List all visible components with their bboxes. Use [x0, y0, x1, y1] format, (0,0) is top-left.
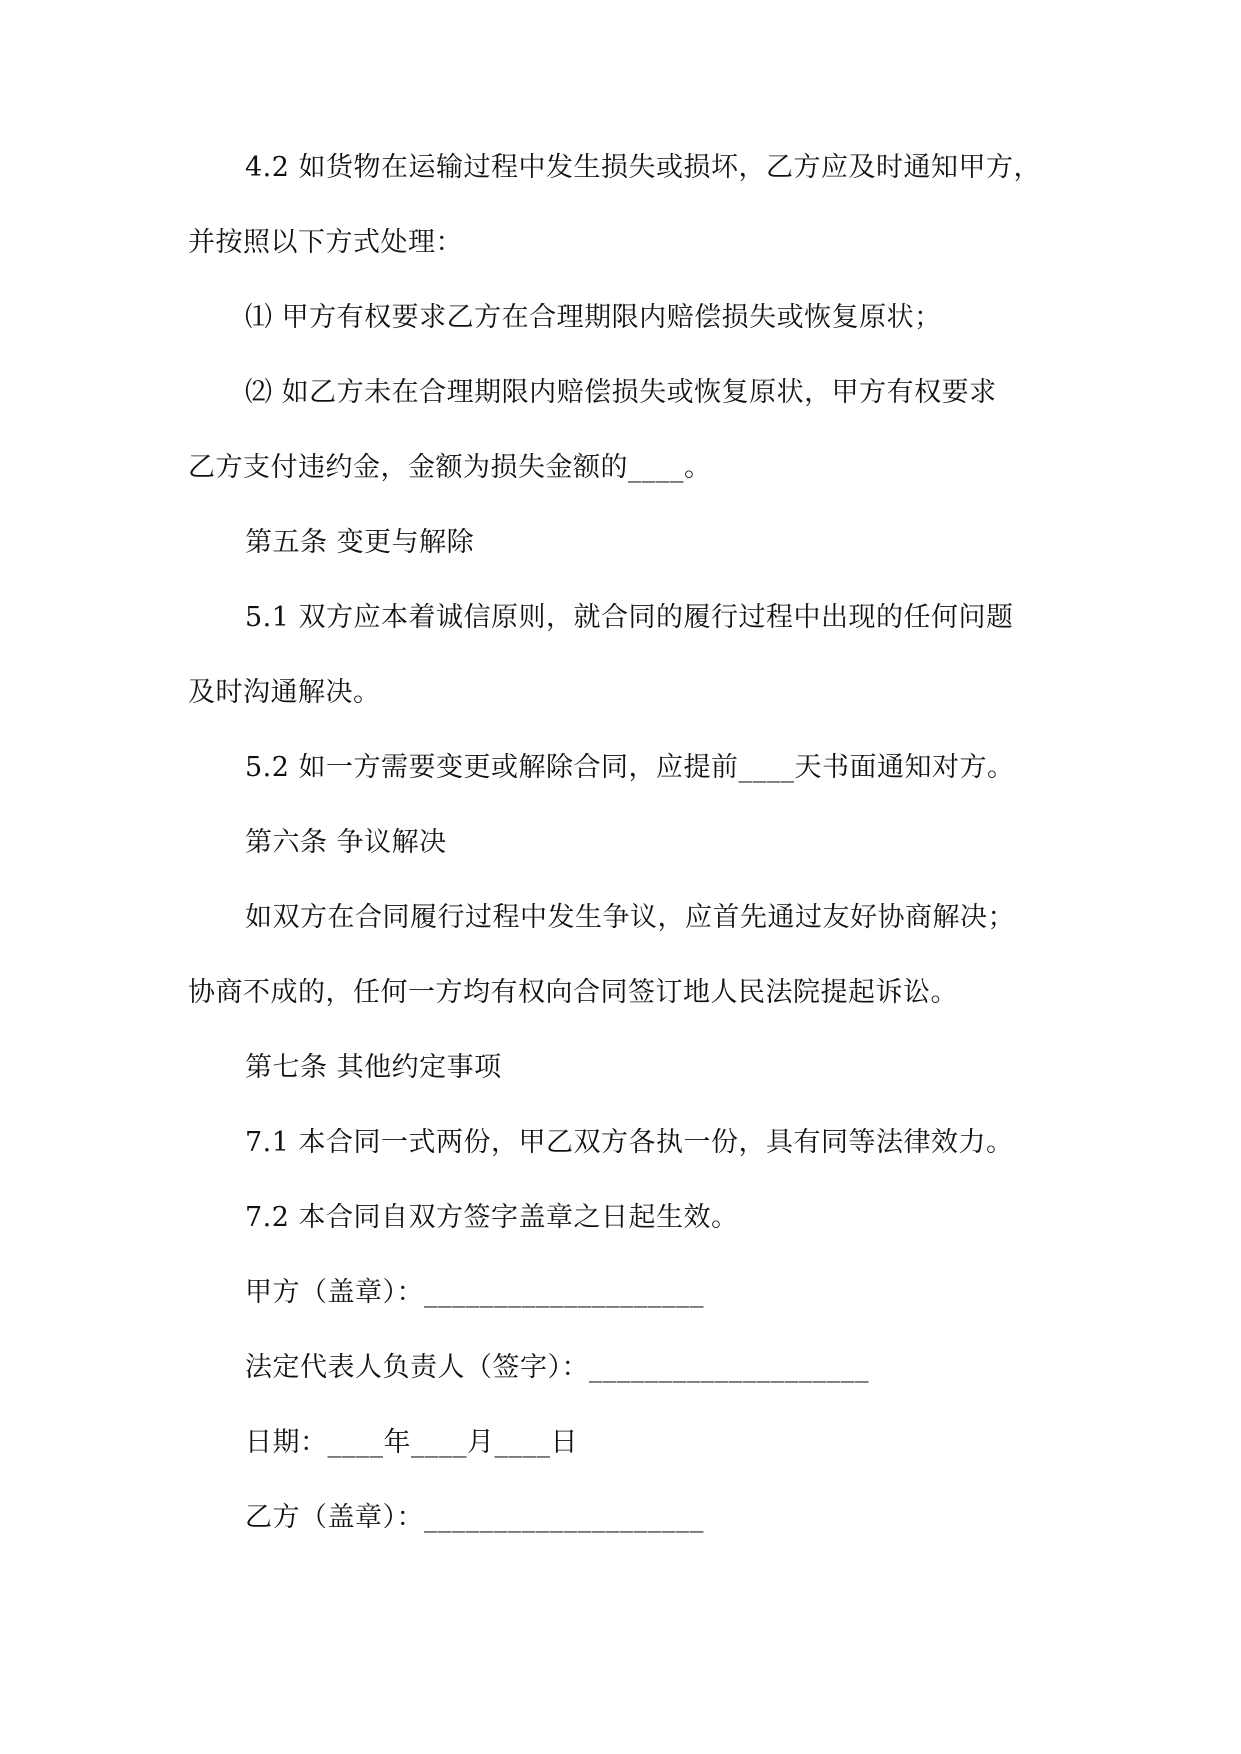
legal-representative-signature-line: 法定代表人负责人（签字）：____________________ — [245, 1352, 869, 1383]
article-6-text-line-1: 如双方在合同履行过程中发生争议，应首先通过友好协商解决； — [245, 902, 1015, 933]
article-7-heading: 第七条 其他约定事项 — [245, 1052, 502, 1083]
article-6-text-line-2: 协商不成的，任何一方均有权向合同签订地人民法院提起诉讼。 — [188, 977, 958, 1008]
party-b-seal-line: 乙方（盖章）：____________________ — [245, 1502, 704, 1533]
party-a-seal-line: 甲方（盖章）：____________________ — [245, 1277, 704, 1308]
clause-4-2-item-2-line-2: 乙方支付违约金，金额为损失金额的____。 — [188, 452, 712, 483]
clause-4-2-item-2-line-1: ⑵ 如乙方未在合理期限内赔偿损失或恢复原状，甲方有权要求 — [245, 377, 997, 408]
clause-4-2-line-1: 4.2 如货物在运输过程中发生损失或损坏，乙方应及时通知甲方， — [245, 152, 1042, 183]
clause-4-2-line-2: 并按照以下方式处理： — [188, 227, 463, 258]
clause-5-2: 5.2 如一方需要变更或解除合同，应提前____天书面通知对方。 — [245, 752, 1015, 783]
article-5-heading: 第五条 变更与解除 — [245, 527, 475, 558]
date-line: 日期：____年____月____日 — [245, 1427, 578, 1458]
clause-5-1-line-2: 及时沟通解决。 — [188, 677, 381, 708]
clause-7-1: 7.1 本合同一式两份，甲乙双方各执一份，具有同等法律效力。 — [245, 1127, 1014, 1158]
clause-5-1-line-1: 5.1 双方应本着诚信原则，就合同的履行过程中出现的任何问题 — [245, 602, 1014, 633]
clause-4-2-item-1: ⑴ 甲方有权要求乙方在合理期限内赔偿损失或恢复原状； — [245, 302, 942, 333]
clause-7-2: 7.2 本合同自双方签字盖章之日起生效。 — [245, 1202, 739, 1233]
article-6-heading: 第六条 争议解决 — [245, 827, 447, 858]
